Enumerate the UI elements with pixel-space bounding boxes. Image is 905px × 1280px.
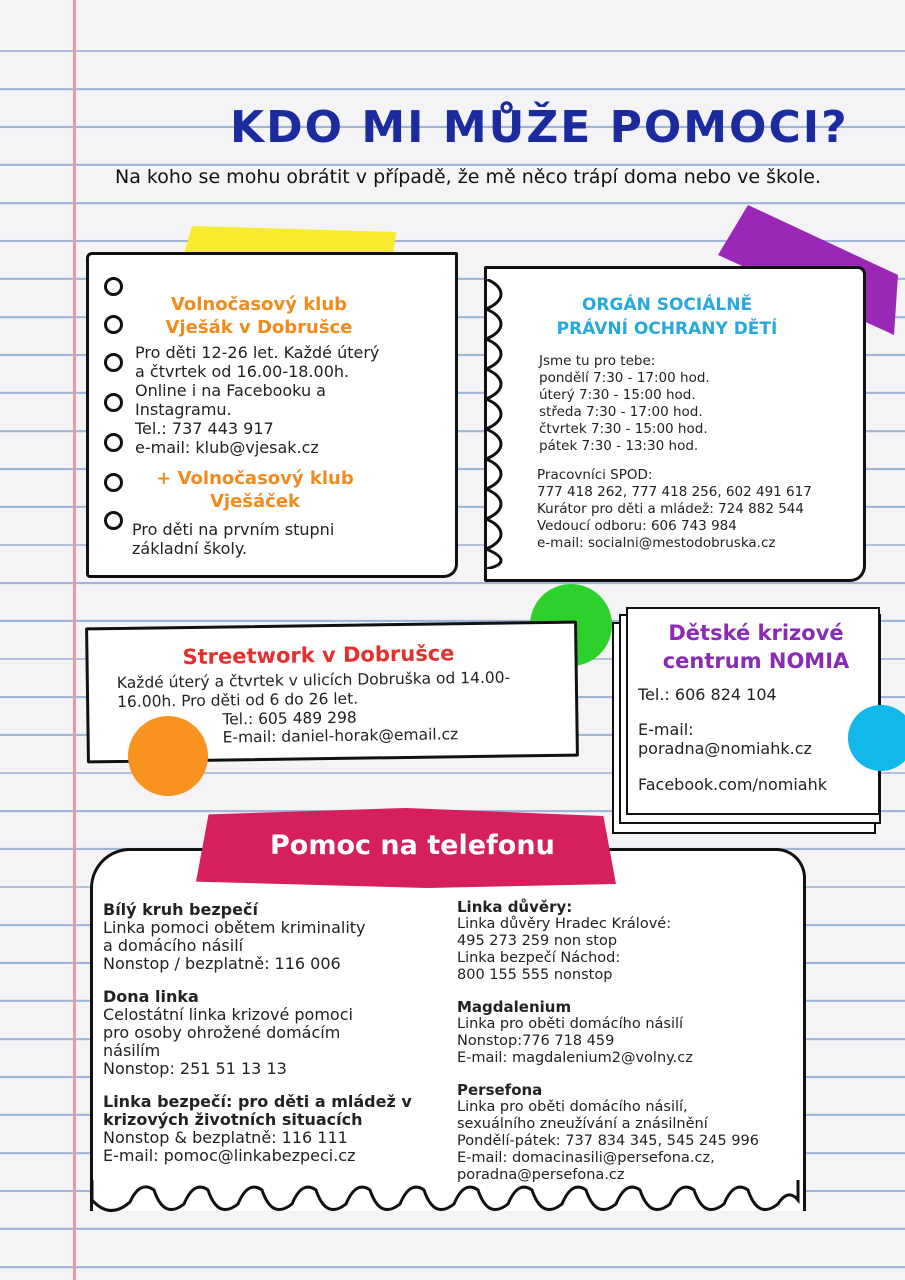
vjesacek-info: Pro děti na prvním stupni základní školy. <box>132 520 335 558</box>
hotline-name: Linka bezpečí: pro děti a mládež v krizových životních situacích <box>103 1092 412 1129</box>
ospod-heading: ORGÁN SOCIÁLNĚ PRÁVNÍ OCHRANY DĚTÍ <box>556 295 778 339</box>
hotline-dona-linka <box>103 988 443 1078</box>
vjesak-card <box>86 252 458 578</box>
nomia-tel: Tel.: 606 824 104 <box>638 685 777 704</box>
nomia-facebook: Facebook.com/nomiahk <box>638 775 827 794</box>
cyan-dot <box>848 705 905 771</box>
page-title: KDO MI MŮŽE POMOCI? <box>230 102 849 153</box>
hotline-info: Celostátní linka krizové pomoci pro osoby ohrožené domácím násilím Nonstop: 251 51 13 13 <box>103 1005 353 1078</box>
hotline-name: Bílý kruh bezpečí <box>103 900 258 919</box>
streetwork-heading: Streetwork v Dobrušce <box>182 641 455 670</box>
hotline-info: Linka důvěry Hradec Králové: 495 273 259 non stop Linka bezpečí Náchod: 800 155 555 nonstop <box>457 916 672 983</box>
scalloped-edge <box>90 1180 800 1220</box>
hotline-persefona <box>457 1081 792 1184</box>
vjesacek-heading: + Volnočasový klub Vješáček <box>156 468 354 512</box>
streetwork-info: Každé úterý a čtvrtek v ulicích Dobruška od 14.00- 16.00h. Pro děti od 6 do 26 let. <box>116 668 511 712</box>
phone-help-title: Pomoc na telefonu <box>270 830 555 861</box>
ospod-hours: Jsme tu pro tebe: pondělí 7:30 - 17:00 hod. úterý 7:30 - 15:00 hod. středa 7:30 - 17:00 hod. čtvrtek 7:30 - 15:00 hod. pátek 7:30 - 13:30 hod. <box>539 353 710 454</box>
hotline-name: Linka důvěry: <box>457 898 573 916</box>
hotline-name: Persefona <box>457 1081 543 1099</box>
hotline-name: Dona linka <box>103 987 199 1006</box>
page-subtitle: Na koho se mohu obrátit v případě, že mě něco trápí doma nebo ve škole. <box>115 166 821 188</box>
hotline-linka-duvery <box>457 898 787 984</box>
ospod-card <box>484 266 866 582</box>
hotline-info: Nonstop & bezplatně: 116 111 E-mail: pomoc@linkabezpeci.cz <box>103 1128 356 1165</box>
hotline-info: Linka pro oběti domácího násilí, sexuálního zneužívání a znásilnění Pondělí-pátek: 737 834 345, 545 245 996 E-mail: domacinasili@persefona.cz, poradna@persefona.cz <box>457 1099 760 1183</box>
notebook-margin-line <box>73 0 76 1280</box>
nomia-heading: Dětské krizové centrum NOMIA <box>662 621 850 673</box>
hotline-name: Magdalenium <box>457 998 572 1016</box>
ospod-contacts: Pracovníci SPOD: 777 418 262, 777 418 256, 602 491 617 Kurátor pro děti a mládež: 724 882 544 Vedoucí odboru: 606 743 984 e-mail: socialni@mestodobruska.cz <box>537 467 812 551</box>
nomia-card <box>626 607 880 815</box>
vjesak-heading: Volnočasový klub Vješák v Dobrušce <box>165 294 353 338</box>
streetwork-tel: Tel.: 605 489 298 <box>222 708 357 729</box>
hotline-magdalenium <box>457 998 787 1067</box>
hotline-bily-kruh <box>103 901 443 973</box>
nomia-email: E-mail: poradna@nomiahk.cz <box>638 720 812 758</box>
streetwork-email: E-mail: daniel-horak@email.cz <box>222 725 459 747</box>
vjesak-info: Pro děti 12-26 let. Každé úterý a čtvrtek od 16.00-18.00h. Online i na Facebooku a Instagramu. Tel.: 737 443 917 e-mail: klub@vjesak.cz <box>135 343 380 457</box>
hotline-linka-bezpeci <box>103 1093 443 1165</box>
hotline-info: Linka pomoci obětem kriminality a domácího násilí Nonstop / bezplatně: 116 006 <box>103 918 366 973</box>
orange-dot <box>128 716 208 796</box>
hotline-info: Linka pro oběti domácího násilí Nonstop:776 718 459 E-mail: magdalenium2@volny.cz <box>457 1016 693 1066</box>
torn-edge <box>484 279 512 569</box>
